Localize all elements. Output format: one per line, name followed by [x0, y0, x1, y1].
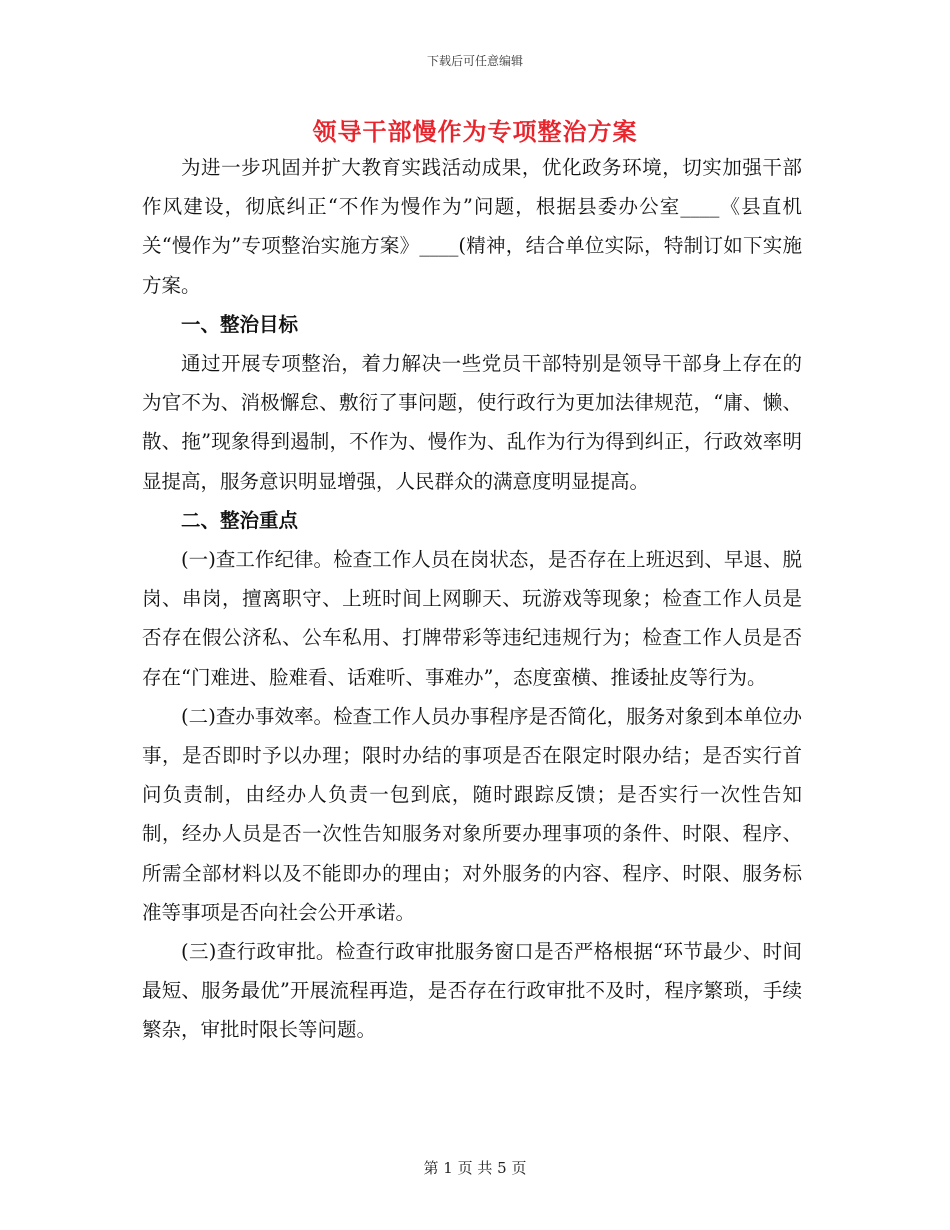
intro-paragraph: 为进一步巩固并扩大教育实践活动成果，优化政务环境，切实加强干部作风建设，彻底纠正“不作为慢作为”问题，根据县委办公室____《县直机关“慢作为”专项整治实施方案》____(精神，结合单位实际，特制订如下实施方案。 [142, 156, 802, 297]
document-title: 领导干部慢作为专项整治方案 [312, 117, 638, 146]
focus-item-approval: (三)查行政审批。检查行政审批服务窗口是否严格根据“环节最少、时间最短、服务最优”开展流程再造，是否存在行政审批不及时，程序繁琐，手续繁杂，审批时限长等问题。 [142, 940, 802, 1042]
page-number: 第 1 页 共 5 页 [423, 1159, 527, 1177]
header-note: 下载后可任意编辑 [426, 54, 523, 68]
section-heading-focus: 二、整治重点 [181, 508, 299, 532]
focus-item-efficiency: (二)查办事效率。检查工作人员办事程序是否简化，服务对象到本单位办事，是否即时予以办理；限时办结的事项是否在限定时限办结；是否实行首问负责制，由经办人负责一包到底，随时跟踪反馈；是否实行一次性告知制，经办人员是否一次性告知服务对象所要办理事项的条件、时限、程序、所需全部材料以及不能即办的理由；对外服务的内容、程序、时限、服务标准等事项是否向社会公开承诺。 [142, 704, 802, 924]
document-body [142, 148, 802, 1050]
goal-paragraph: 通过开展专项整治，着力解决一些党员干部特别是领导干部身上存在的为官不为、消极懈怠、敷衍了事问题，使行政行为更加法律规范，“庸、懒、散、拖”现象得到遏制，不作为、慢作为、乱作为行为得到纠正，行政效率明显提高，服务意识明显增强，人民群众的满意度明显提高。 [142, 352, 802, 493]
section-heading-goals: 一、整治目标 [181, 312, 299, 336]
focus-item-discipline: (一)查工作纪律。检查工作人员在岗状态，是否存在上班迟到、早退、脱岗、串岗，擅离职守、上班时间上网聊天、玩游戏等现象；检查工作人员是否存在假公济私、公车私用、打牌带彩等违纪违规行为；检查工作人员是否存在“门难进、脸难看、话难听、事难办”，态度蛮横、推诿扯皮等行为。 [142, 548, 802, 689]
